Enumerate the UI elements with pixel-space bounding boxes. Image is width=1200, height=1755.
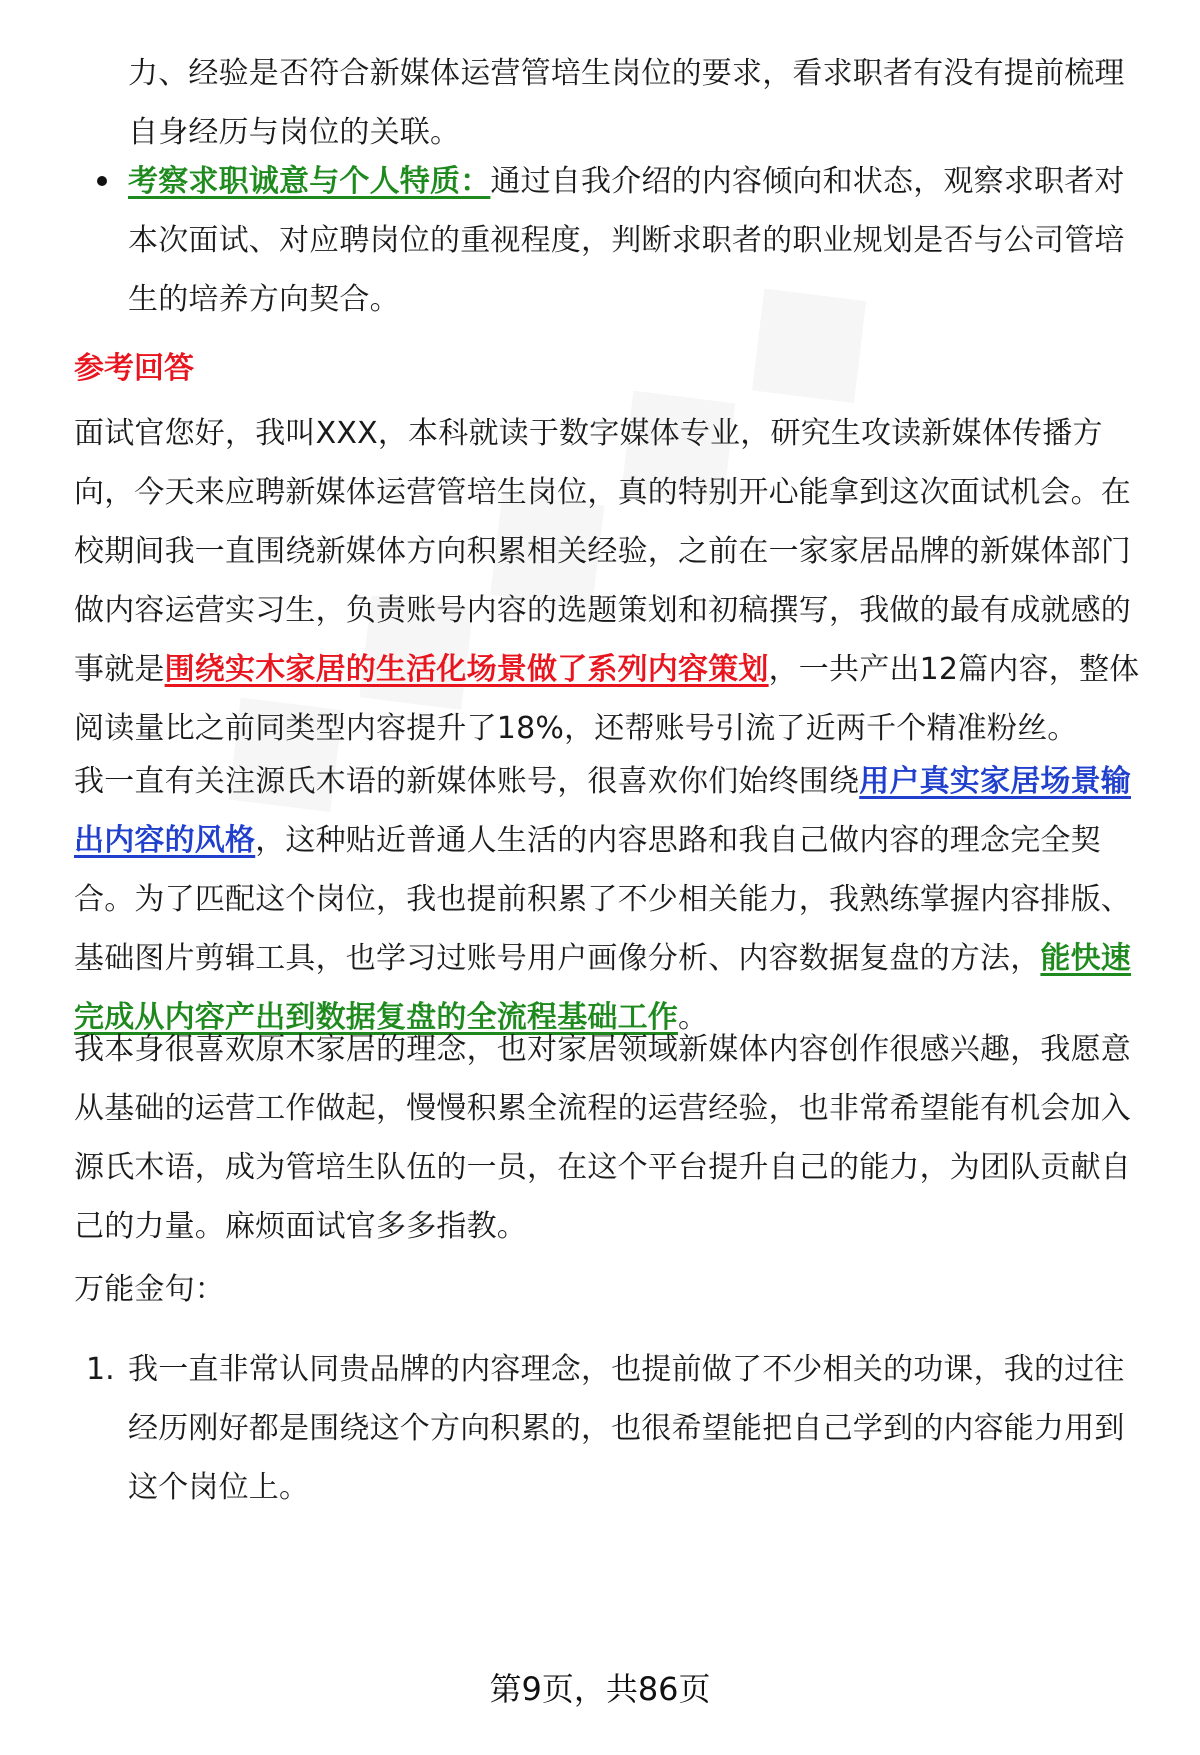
- answer-p2-highlight-green: 能快速完成从内容产出到数据复盘的全流程基础工作: [74, 941, 1132, 1035]
- bullet-dot: [97, 176, 107, 186]
- answer-p2-text-a: 我一直有关注源氏木语的新媒体账号，很喜欢你们始终围绕: [74, 764, 860, 799]
- bullet2-label: 考察求职诚意与个人特质：: [128, 164, 491, 199]
- answer-p1-text-b: ，一共产出12篇内容，整体阅读量比之前同类型内容提升了18%，还帮账号引流了近两千个精准粉丝。: [74, 652, 1140, 746]
- answer-p1-text-a: 面试官您好，我叫XXX，本科就读于数字媒体专业，研究生攻读新媒体传播方向，今天来应聘新媒体运营管培生岗位，真的特别开心能拿到这次面试机会。在校期间我一直围绕新媒体方向积累相关经验，之前在一家家居品牌的新媒体部门做内容运营实习生，负责账号内容的选题策划和初稿撰写，我做的最有成就感的事就是: [74, 416, 1131, 687]
- page-number-footer: 第9页，共86页: [489, 1670, 711, 1708]
- bullet2-text: 通过自我介绍的内容倾向和状态，观察求职者对本次面试、对应聘岗位的重视程度，判断求职者的职业规划是否与公司管培生的培养方向契合。: [128, 164, 1125, 317]
- bullet2-paragraph: [128, 152, 1152, 329]
- answer-paragraph-2: [74, 752, 1152, 1047]
- reference-answer-heading: 参考回答: [74, 351, 194, 386]
- answer-p2-highlight-blue: 用户真实家居场景输出内容的风格: [74, 764, 1132, 858]
- answer-paragraph-3: 我本身很喜欢原木家居的理念，也对家居领域新媒体内容创作很感兴趣，我愿意从基础的运营工作做起，慢慢积累全流程的运营经验，也非常希望能有机会加入源氏木语，成为管培生队伍的一员，在这个平台提升自己的能力，为团队贡献自己的力量。麻烦面试官多多指教。: [74, 1032, 1131, 1244]
- list-item-number: 1.: [86, 1352, 115, 1387]
- answer-p1-highlight: 围绕实木家居的生活化场景做了系列内容策划: [164, 652, 769, 687]
- answer-paragraph-1: [74, 404, 1152, 758]
- golden-sentences-heading: 万能金句：: [74, 1272, 225, 1307]
- list-item-text: 我一直非常认同贵品牌的内容理念，也提前做了不少相关的功课，我的过往经历刚好都是围绕这个方向积累的，也很希望能把自己学到的内容能力用到这个岗位上。: [128, 1352, 1125, 1505]
- bullet1-continued-text: 力、经验是否符合新媒体运营管培生岗位的要求，看求职者有没有提前梳理自身经历与岗位的关联。: [128, 56, 1125, 150]
- answer-p2-text-b: ，这种贴近普通人生活的内容思路和我自己做内容的理念完全契合。为了匹配这个岗位，我也提前积累了不少相关能力，我熟练掌握内容排版、基础图片剪辑工具，也学习过账号用户画像分析、内容数据复盘的方法，: [74, 823, 1131, 976]
- answer-p2-text-c: 。: [678, 1000, 709, 1035]
